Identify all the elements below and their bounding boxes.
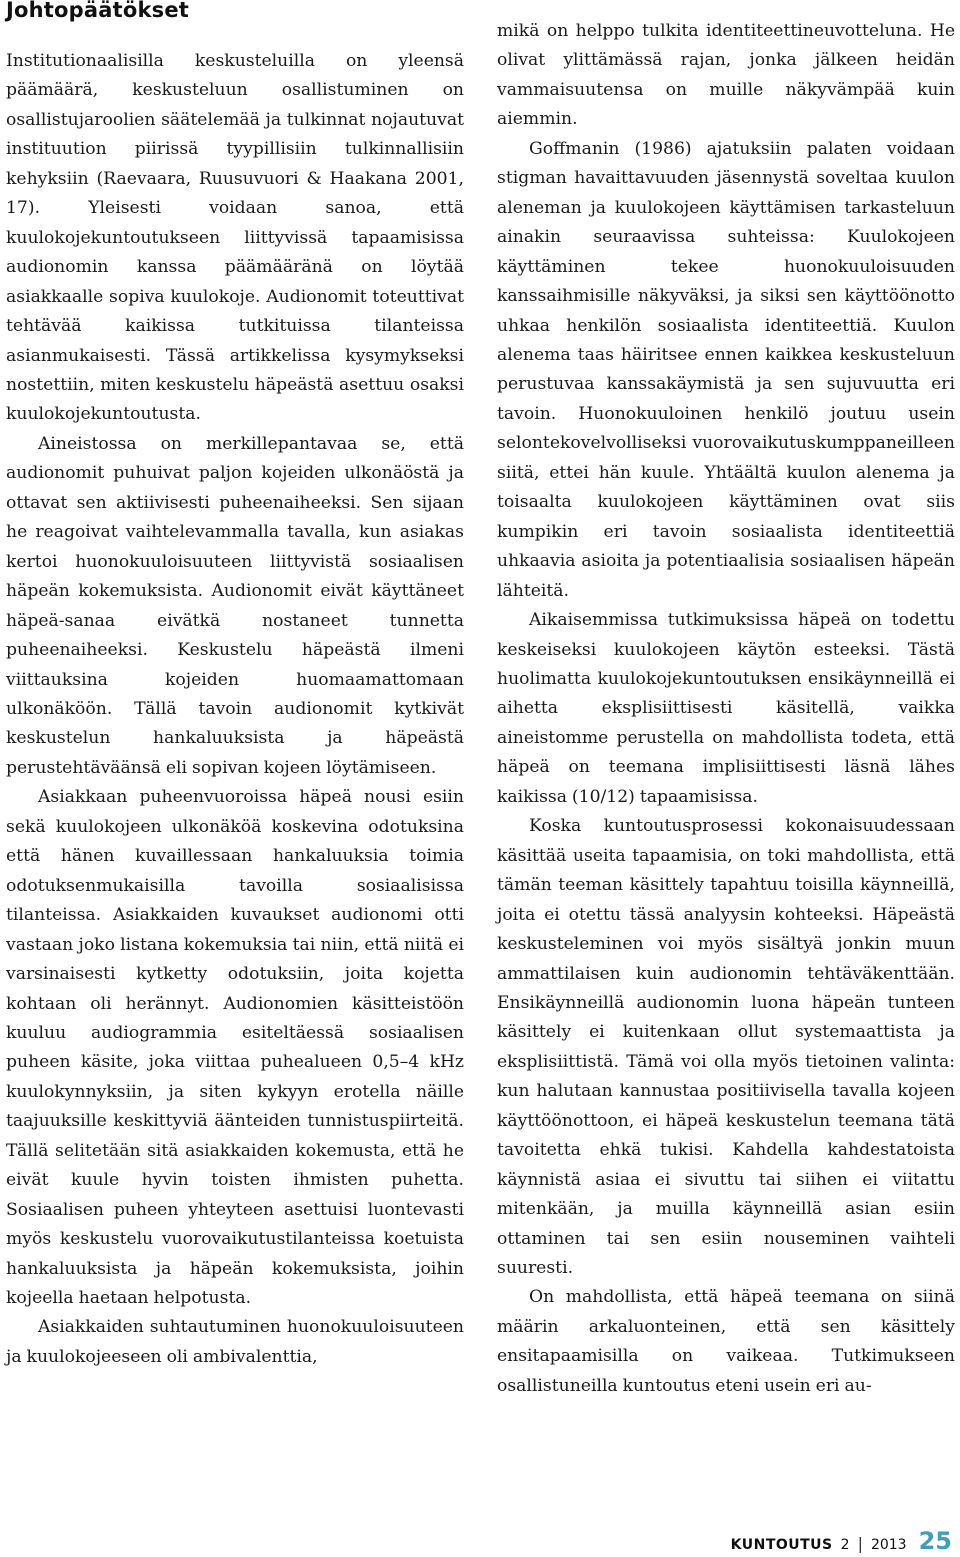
paragraph: Koska kuntoutusprosessi kokonaisuudessaan käsittää useita tapaamisia, on toki mahdollista, että tämän teeman käsittely tapahtuu toisilla käynneillä, joita ei otettu tässä analyysin kohteeksi. Häpeästä keskusteleminen voi myös sisältyä jonkin muun ammattilaisen kuin audionomin tehtäväkenttään. Ensikäynneillä audionomin luona häpeän tunteen käsittely ei kuitenkaan ollut systemaattista ja eksplisiittistä. Tämä voi olla myös tietoinen valinta: kun halutaan kannustaa positiivisella tavalla kojeen käyttöönottoon, ei häpeä keskustelun teemana tätä tavoitetta ehkä tukisi. Kahdella kahdestatoista käynnistä asiaa ei sivuttu tai siihen ei viitattu mitenkään, ja muilla käynneillä asian esiin ottaminen tai sen esiin nouseminen vaihteli suuresti. <box>497 816 955 1279</box>
paragraph: Asiakkaiden suhtautuminen huonokuuloisuuteen ja kuulokojeeseen oli ambivalenttia, <box>6 1317 464 1367</box>
page-number: 25 <box>918 1527 952 1555</box>
paragraph: Institutionaalisilla keskusteluilla on yleensä päämäärä, keskusteluun osallistuminen on osallistujaroolien säätelemää ja tulkinnat nojautuvat instituution piirissä tyypillisiin tulkinnallisiin kehyksiin (Raevaara, Ruusuvuori & Haakana 2001, 17). Yleisesti voidaan sanoa, että kuulokojekuntoutukseen liittyvissä tapaamisissa audionomin kanssa päämääränä on löytää asiakkaalle sopiva kuulokoje. Audionomit toteuttivat tehtävää kaikissa tutkituissa tilanteissa asianmukaisesti. Tässä artikkelissa kysymykseksi nostettiin, miten keskustelu häpeästä asettuu osaksi kuulokojekuntoutusta. <box>6 51 464 425</box>
paragraph: Aikaisemmissa tutkimuksissa häpeä on todettu keskeiseksi kuulokojeen käytön esteeksi. Tästä huolimatta kuulokojekuntoutuksen ensikäynneillä ei aihetta eksplisiittisesti käsitellä, vaikka aineistomme perustella on mahdollista todeta, että häpeä on teemana implisiittisesti läsnä lähes kaikissa (10/12) tapaamisissa. <box>497 610 955 807</box>
right-text-column <box>497 17 955 1401</box>
paragraph: Aineistossa on merkillepantavaa se, että audionomit puhuivat paljon kojeiden ulkonäöstä ja ottavat sen aktiivisesti puheenaiheeksi. Sen sijaan he reagoivat vaihtelevammalla tavalla, kun asiakas kertoi huonokuuloisuuteen liittyvistä sosiaalisen häpeän kokemuksista. Audionomit eivät käyttäneet häpeä-sanaa eivätkä nostaneet tunnetta puheenaiheeksi. Keskustelu häpeästä ilmeni viittauksina kojeiden huomaamattomaan ulkonäköön. Tällä tavoin audionomit kytkivät keskustelun hankaluuksista ja häpeästä perustehtäväänsä eli sopivan kojeen löytämiseen. <box>6 433 464 778</box>
paragraph: mikä on helppo tulkita identiteettineuvotteluna. He olivat ylittämässä rajan, jonka jälkeen heidän vammaisuutensa on muille näkyvämpää kuin aiemmin. <box>497 21 955 130</box>
journal-name: KUNTOUTUS <box>730 1537 833 1553</box>
issue-number: 2 <box>840 1537 850 1553</box>
footer-separator: | <box>857 1534 863 1553</box>
paragraph: Asiakkaan puheenvuoroissa häpeä nousi esiin sekä kuulokojeen ulkonäköä koskevina odotuksina että hänen kuvaillessaan hankaluuksia toimia odotuksenmukaisilla tavoilla sosiaalisissa tilanteissa. Asiakkaiden kuvaukset audionomi otti vastaan joko listana kokemuksia tai niin, että niitä ei varsinaisesti kytketty odotuksiin, joita kojetta kohtaan oli herännyt. Audionomien käsitteistöön kuuluu audiogrammia esiteltäessä sosiaalisen puheen käsite, joka viittaa puhealueen 0,5–4 kHz kuulokynnyksiin, ja siten kykyyn erotella näille taajuuksille keskittyviä äänteiden tunnistuspiirteitä. Tällä selitetään sitä asiakkaiden kokemusta, että he eivät kuule hyvin toisten ihmisten puhetta. Sosiaalisen puheen yhteyteen asettuisi luontevasti myös keskustelu vuorovaikutustilanteissa koetuista hankaluuksista ja häpeän kokemuksista, joihin kojeella haetaan helpotusta. <box>6 787 464 1309</box>
paragraph: Goffmanin (1986) ajatuksiin palaten voidaan stigman havaittavuuden jäsennystä soveltaa kuulon aleneman ja kuulokojeen käyttämisen tarkasteluun ainakin seuraavissa suhteissa: Kuulokojeen käyttäminen tekee huonokuuloisuuden kanssaihmisille näkyväksi, ja siksi sen käyttöönotto uhkaa henkilön sosiaalista identiteettiä. Kuulon alenema taas häiritsee ennen kaikkea keskusteluun perustuvaa kanssakäymistä ja sen sujuvuutta eri tavoin. Huonokuuloinen henkilö joutuu usein selontekovelvolliseksi vuorovaikutuskumppaneilleen siitä, ettei hän kuule. Yhtäältä kuulon alenema ja toisaalta kuulokojeen käyttäminen ovat siis kumpikin eri tavoin sosiaalista identiteettiä uhkaavia asioita ja potentiaalisia sosiaalisen häpeän lähteitä. <box>497 138 955 601</box>
paragraph: On mahdollista, että häpeä teemana on siinä määrin arkaluonteinen, että sen käsittely ensitapaamisilla on vaikeaa. Tutkimukseen osallistuneilla kuntoutus eteni usein eri au- <box>497 1287 955 1396</box>
issue-year: 2013 <box>870 1537 907 1553</box>
page-footer <box>731 1527 952 1555</box>
section-heading: Johtopäätökset <box>6 0 190 22</box>
left-text-column <box>6 47 464 1372</box>
